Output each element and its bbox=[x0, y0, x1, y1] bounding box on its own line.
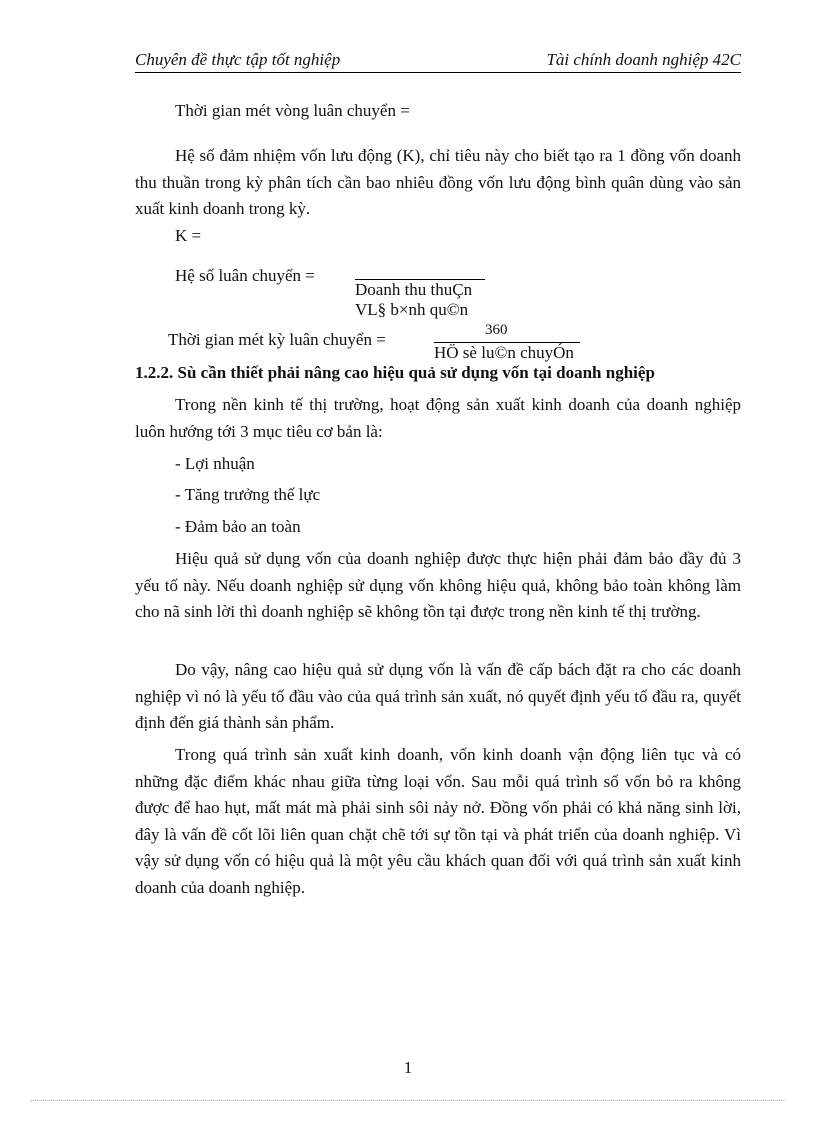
formula-turnover-label: Hệ số luân chuyển = bbox=[175, 266, 315, 285]
paragraph-capital-movement: Trong quá trình sản xuất kinh doanh, vốn kinh doanh vận động liên tục và có những đặc điểm khác nhau giữa từng loại vốn. Sau mỗi quá trình số vốn bỏ ra không được để hao hụt, mất mát mà phải sinh sôi nảy nở. Đồng vốn phải có khả năng sinh lời, đây là vấn đề cốt lõi liên quan chặt chẽ tới sự tồn tại và phát triển của doanh nghiệp. Vì vậy sử dụng vốn có hiệu quả là một yêu cầu khách quan đối với quá trình sản xuất kinh doanh của doanh nghiệp. bbox=[135, 745, 741, 897]
page-number: 1 bbox=[403, 1058, 413, 1077]
page-header bbox=[135, 50, 741, 73]
formula-cycle-time: Thời gian mét vòng luân chuyển = bbox=[175, 101, 410, 120]
section-heading: 1.2.2. Sù cần thiết phải nâng cao hiệu quả sử dụng vốn tại doanh nghiệp bbox=[135, 363, 655, 382]
formula-period-label: Thời gian mét kỳ luân chuyển = bbox=[168, 330, 386, 349]
formula-period-denominator: HÖ sè lu©n chuyÓn bbox=[434, 343, 574, 362]
page-bottom-rule bbox=[30, 1100, 786, 1101]
header-right: Tài chính doanh nghiệp 42C bbox=[546, 50, 741, 69]
paragraph-efficiency: Hiệu quả sử dụng vốn của doanh nghiệp được thực hiện phải đảm bảo đầy đủ 3 yếu tố này. Nếu doanh nghiệp sử dụng vốn không hiệu quả, không bảo toàn không làm cho nã sinh lời thì doanh nghiệp sẽ không tồn tại được trong nền kinh tế thị trường. bbox=[135, 549, 741, 621]
list-item-profit: - Lợi nhuận bbox=[175, 454, 255, 473]
paragraph-objectives: Trong nền kinh tế thị trường, hoạt động sản xuất kinh doanh của doanh nghiệp luôn hướng tới 3 mục tiêu cơ bản là: bbox=[135, 395, 741, 441]
formula-period-numerator: 360 bbox=[485, 322, 508, 338]
header-left: Chuyên đề thực tập tốt nghiệp bbox=[135, 50, 341, 69]
paragraph-urgency: Do vậy, nâng cao hiệu quả sử dụng vốn là vấn đề cấp bách đặt ra cho các doanh nghiệp vì nó là yếu tố đầu vào của quá trình sản xuất, nó quyết định yếu tố đầu ra, quyết định đến giá thành sản phẩm. bbox=[135, 660, 741, 732]
list-item-safety: - Đảm bảo an toàn bbox=[175, 517, 301, 536]
formula-turnover-numerator: Doanh thu thuÇn bbox=[355, 280, 473, 299]
paragraph-k-coefficient: Hệ số đảm nhiệm vốn lưu động (K), chỉ tiêu này cho biết tạo ra 1 đồng vốn doanh thu thuần trong kỳ phân tích cần bao nhiêu đồng vốn lưu động bình quân dùng vào sản xuất kinh doanh trong kỳ. bbox=[135, 146, 741, 218]
list-item-growth: - Tăng trưởng thế lực bbox=[175, 485, 321, 504]
formula-turnover-denominator: VL§ b×nh qu©n bbox=[355, 300, 469, 319]
formula-k: K = bbox=[175, 226, 202, 245]
